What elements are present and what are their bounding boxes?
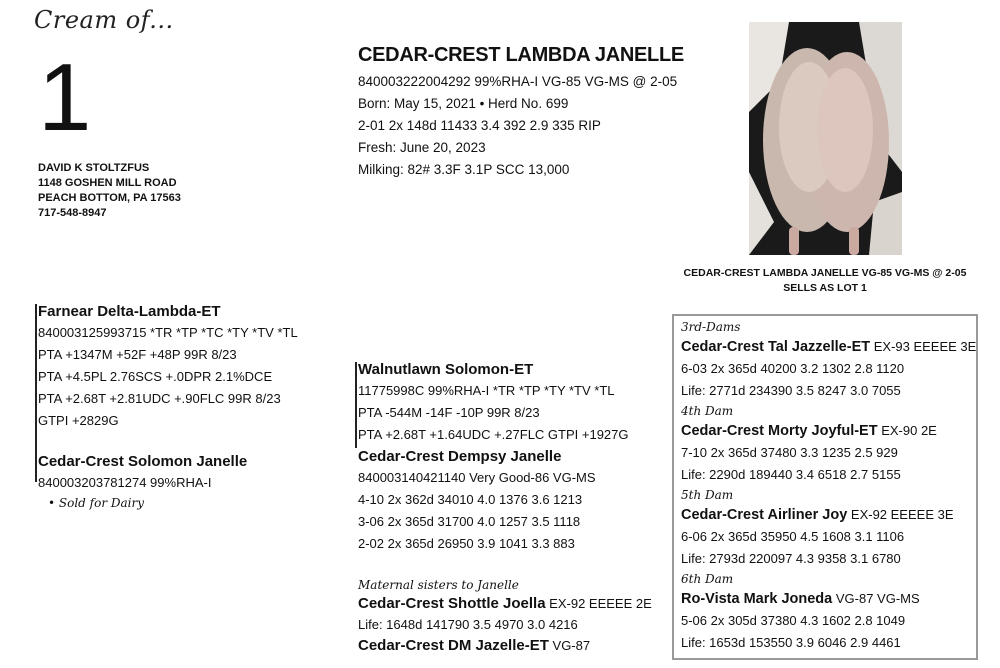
- granddam-line-4: 2-02 2x 365d 26950 3.9 1041 3.3 883: [358, 536, 575, 551]
- animal-record: 2-01 2x 148d 11433 3.4 392 2.9 335 RIP: [358, 118, 601, 133]
- consignor-block: [38, 161, 181, 221]
- sire-line-3: PTA +4.5PL 2.76SCS +.0DPR 2.1%DCE: [38, 369, 273, 384]
- dam-5-record: 6-06 2x 365d 35950 4.5 1608 3.1 1106: [681, 529, 905, 544]
- dam-6-record: 5-06 2x 305d 37380 4.3 1602 2.8 1049: [681, 613, 906, 628]
- dam-3-label: 3rd-Dams: [681, 320, 741, 334]
- sire-line-2: PTA +1347M +52F +48P 99R 8/23: [38, 347, 237, 362]
- sister-1-life: Life: 1648d 141790 3.5 4970 3.0 4216: [358, 617, 578, 632]
- dam-3-name: Cedar-Crest Tal Jazzelle-ET: [681, 339, 871, 355]
- dams-list: [681, 318, 976, 654]
- lot-animal-info: [358, 44, 684, 181]
- dam-6-life: Life: 1653d 153550 3.9 6046 2.9 4461: [681, 635, 901, 650]
- dam-note: • Sold for Dairy: [48, 496, 145, 510]
- dam-5: [681, 504, 976, 526]
- granddam-line-2: 4-10 2x 362d 34010 4.0 1376 3.6 1213: [358, 492, 583, 507]
- granddam-block: [358, 447, 596, 555]
- sister-1-grade: EX-92 EEEEE 2E: [545, 596, 652, 611]
- mgs-block: [358, 360, 629, 446]
- dam-4: [681, 420, 976, 442]
- photo-caption: [660, 266, 990, 296]
- mgs-name: Walnutlawn Solomon-ET: [358, 361, 534, 378]
- sisters-block: [358, 576, 652, 656]
- sire-name: Farnear Delta-Lambda-ET: [38, 303, 221, 320]
- granddam-line-3: 3-06 2x 365d 31700 4.0 1257 3.5 1118: [358, 514, 581, 529]
- sire-line-1: 840003125993715 *TR *TP *TC *TY *TV *TL: [38, 325, 298, 340]
- animal-born: Born: May 15, 2021 • Herd No. 699: [358, 96, 569, 111]
- mgs-line-3: PTA +2.68T +1.64UDC +.27FLC GTPI +1927G: [358, 427, 629, 442]
- dam-5-life: Life: 2793d 220097 4.3 9358 3.1 6780: [681, 551, 901, 566]
- dam-5-name: Cedar-Crest Airliner Joy: [681, 507, 848, 523]
- dam-4-record: 7-10 2x 365d 37480 3.3 1235 2.5 929: [681, 445, 898, 460]
- granddam-line-1: 840003140421140 Very Good-86 VG-MS: [358, 470, 596, 485]
- sister-1: [358, 594, 652, 614]
- dam-block: [38, 452, 247, 512]
- dam-3-life: Life: 2771d 234390 3.5 8247 3.0 7055: [681, 383, 901, 398]
- owner-name: DAVID K STOLTZFUS: [38, 162, 150, 174]
- sister-2-grade: VG-87: [548, 638, 591, 653]
- animal-milking: Milking: 82# 3.3F 3.1P SCC 13,000: [358, 162, 570, 177]
- dam-registration: 840003203781274 99%RHA-I: [38, 475, 212, 490]
- cow-udder-photo: [749, 22, 902, 255]
- dam-5-label: 5th Dam: [681, 488, 734, 502]
- animal-name: CEDAR-CREST LAMBDA JANELLE: [358, 44, 684, 66]
- dam-6-label: 6th Dam: [681, 572, 734, 586]
- dam-4-name: Cedar-Crest Morty Joyful-ET: [681, 423, 878, 439]
- dam-4-label: 4th Dam: [681, 404, 734, 418]
- dam-5-grade: EX-92 EEEEE 3E: [847, 507, 954, 522]
- sister-1-name: Cedar-Crest Shottle Joella: [358, 595, 546, 612]
- dam-6-grade: VG-87 VG-MS: [832, 591, 920, 606]
- animal-registration: 840003222004292 99%RHA-I VG-85 VG-MS @ 2-05: [358, 74, 678, 89]
- photo-caption-line1: CEDAR-CREST LAMBDA JANELLE VG-85 VG-MS @ 2-05: [683, 267, 967, 279]
- dam-name: Cedar-Crest Solomon Janelle: [38, 453, 248, 470]
- cream-of-heading: Cream of...: [34, 6, 174, 34]
- sire-line-4: PTA +2.68T +2.81UDC +.90FLC 99R 8/23: [38, 391, 281, 406]
- udder-illustration: [749, 22, 902, 255]
- owner-street: 1148 GOSHEN MILL ROAD: [38, 177, 177, 189]
- pedigree-bracket-left: [35, 304, 37, 482]
- owner-city: PEACH BOTTOM, PA 17563: [38, 192, 181, 204]
- mgs-line-2: PTA -544M -14F -10P 99R 8/23: [358, 405, 540, 420]
- lot-number: 1: [38, 44, 92, 151]
- dam-3-record: 6-03 2x 365d 40200 3.2 1302 2.8 1120: [681, 361, 905, 376]
- owner-phone: 717-548-8947: [38, 207, 107, 219]
- photo-caption-line2: SELLS AS LOT 1: [783, 282, 867, 294]
- pedigree-bracket-mgs: [355, 362, 357, 448]
- mgs-line-1: 11775998C 99%RHA-I *TR *TP *TY *TV *TL: [358, 383, 615, 398]
- sister-2-name: Cedar-Crest DM Jazelle-ET: [358, 637, 549, 654]
- granddam-name: Cedar-Crest Dempsy Janelle: [358, 448, 562, 465]
- dam-6-name: Ro-Vista Mark Joneda: [681, 591, 833, 607]
- animal-fresh: Fresh: June 20, 2023: [358, 140, 486, 155]
- sire-block: [38, 302, 298, 432]
- sisters-label: Maternal sisters to Janelle: [358, 578, 519, 592]
- dam-6: [681, 588, 976, 610]
- dam-3: [681, 336, 976, 358]
- dam-4-life: Life: 2290d 189440 3.4 6518 2.7 5155: [681, 467, 901, 482]
- dam-4-grade: EX-90 2E: [877, 423, 937, 438]
- sister-2: [358, 636, 652, 656]
- sire-line-5: GTPI +2829G: [38, 413, 119, 428]
- dam-3-grade: EX-93 EEEEE 3E: [870, 339, 977, 354]
